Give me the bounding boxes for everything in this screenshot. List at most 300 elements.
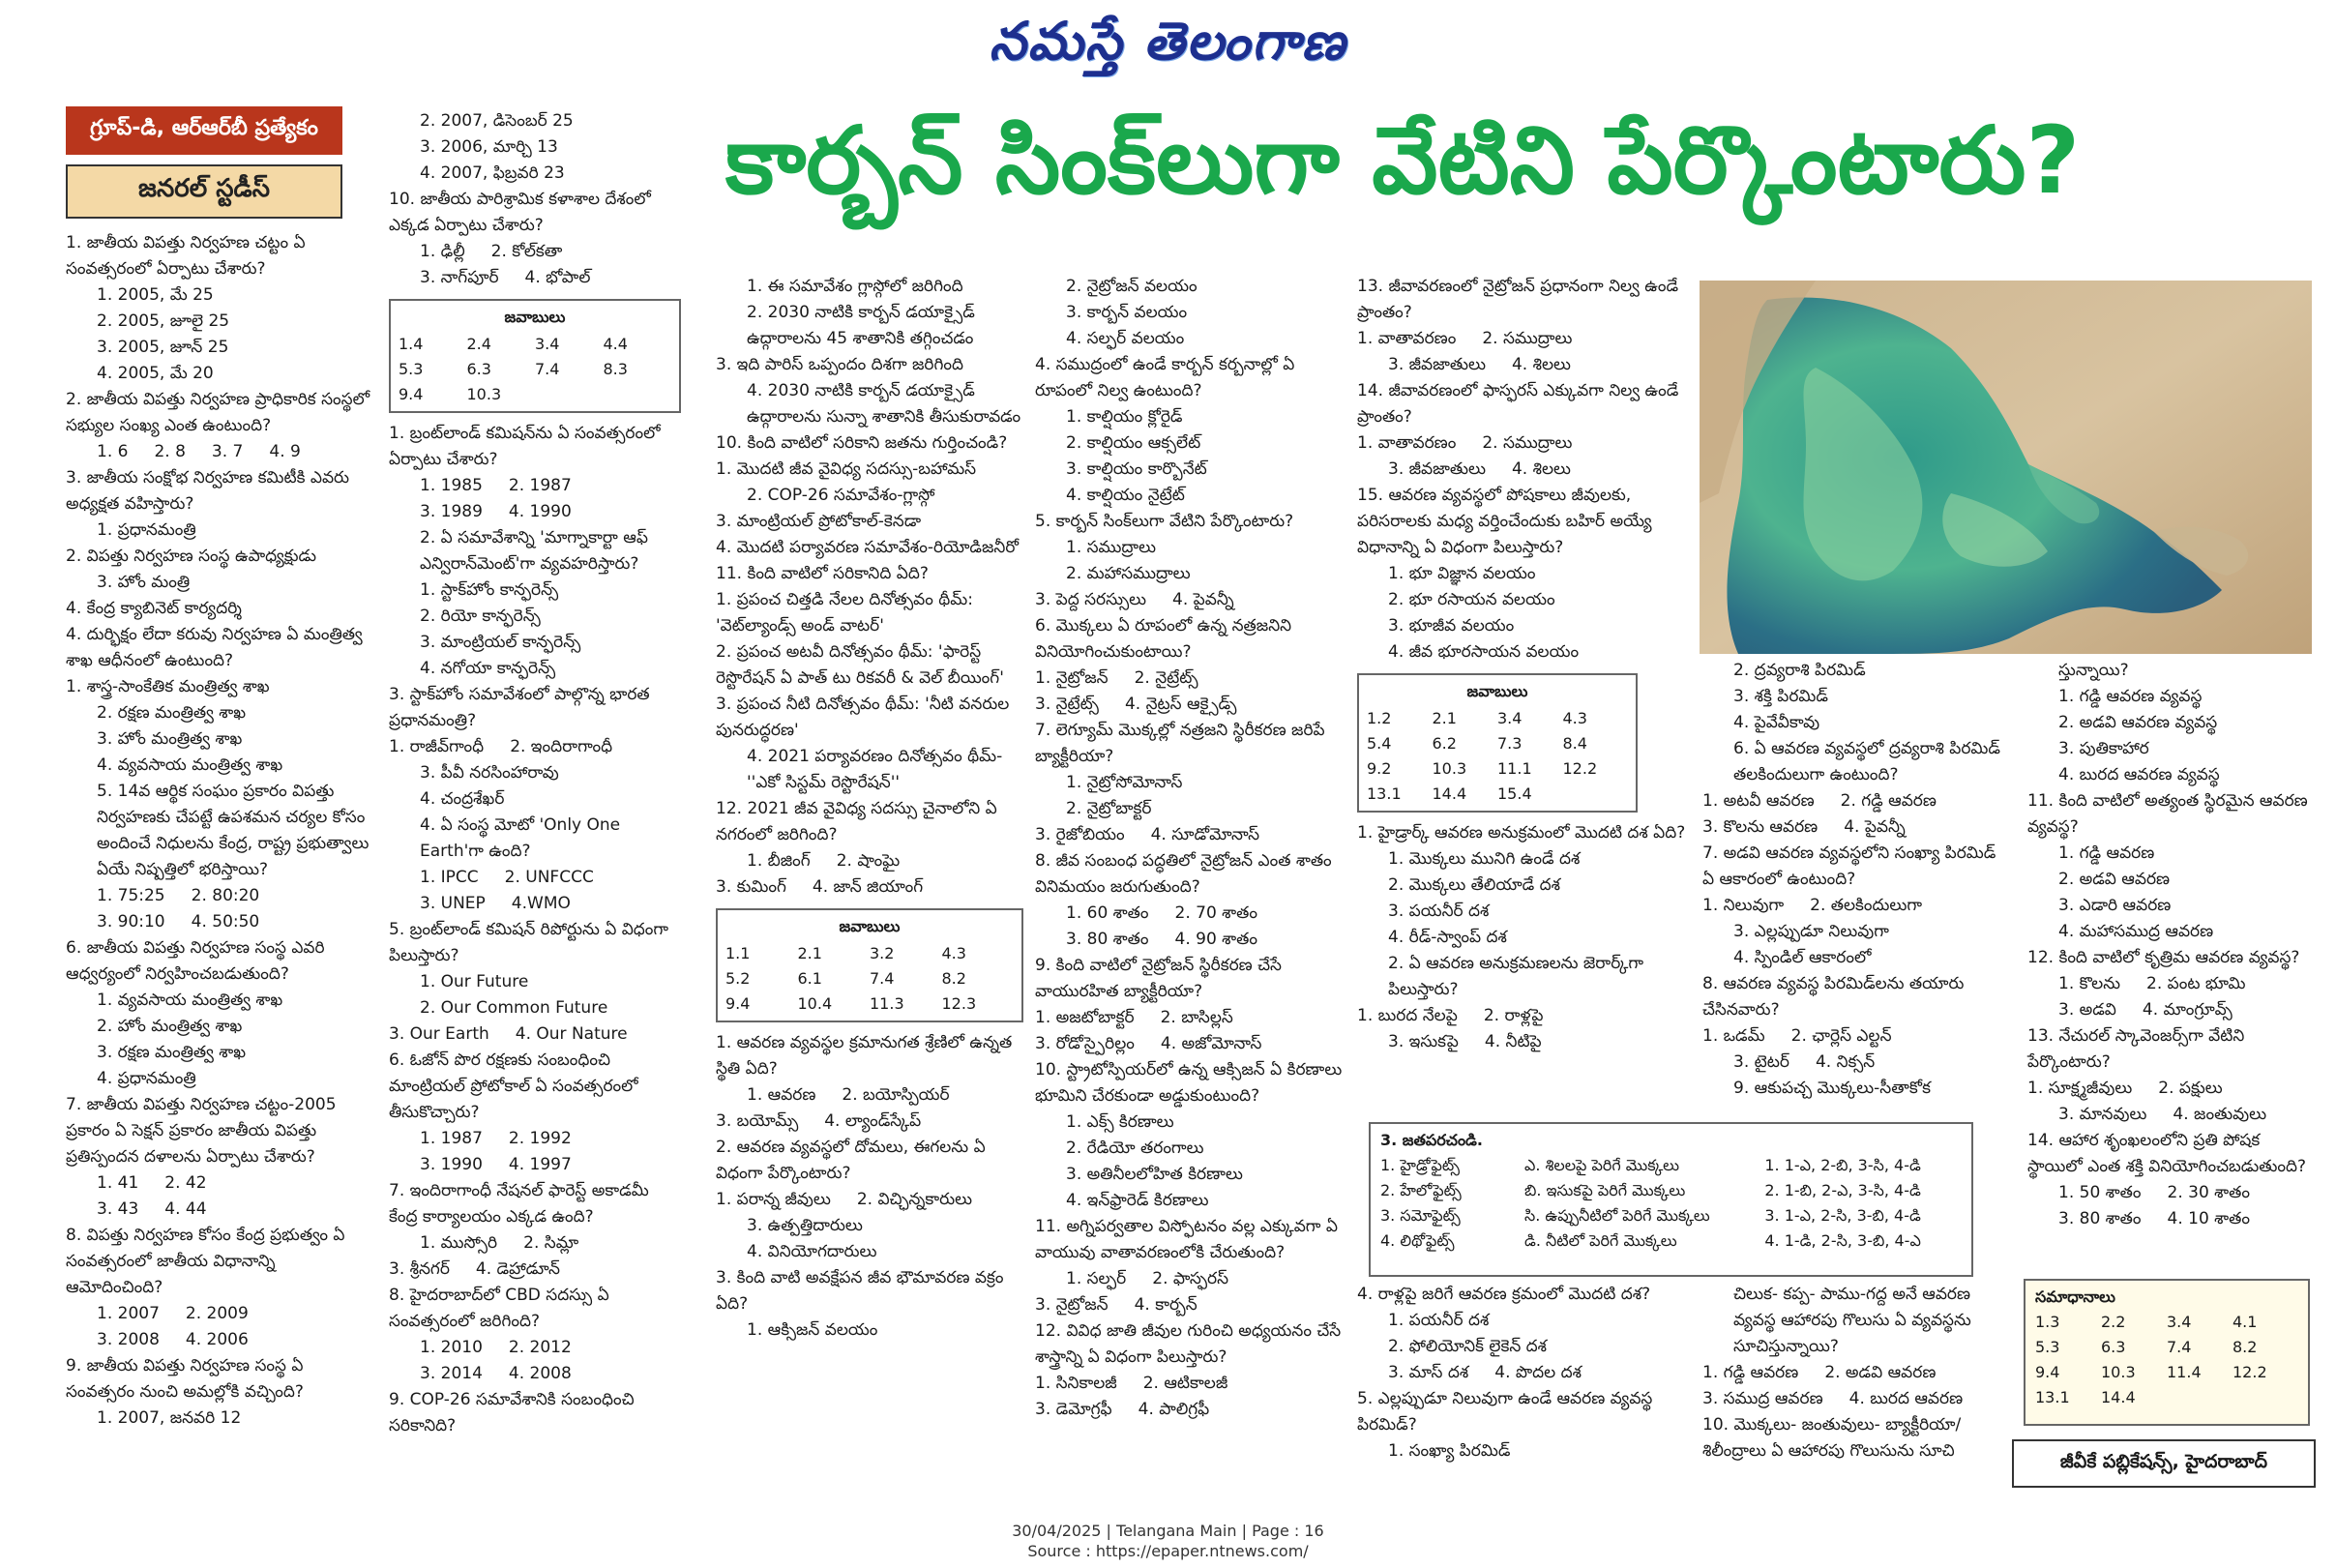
text-line: 4. వినియోగదారులు xyxy=(747,1242,877,1261)
answers-grid xyxy=(399,332,671,407)
text-line: 1. 2007 2. 2009 xyxy=(97,1304,249,1323)
text-line: 4. ఏ సంస్థ మోటో 'Only One Earth'గా ఉంది? xyxy=(420,815,626,861)
answer-cell: 12.3 xyxy=(941,994,977,1013)
text-line: 2. మొక్కలు తేలియాడే దశ xyxy=(1388,875,1561,895)
page-footer xyxy=(0,1521,2336,1561)
answers-box-2 xyxy=(716,908,1023,1022)
answer-cell: 5.3 xyxy=(2035,1338,2060,1356)
match-cell: ఎ. శిలలపై పెరిగే మొక్కలు xyxy=(1524,1156,1679,1174)
answers-title: జవాబులు xyxy=(504,308,566,326)
column-7 xyxy=(2027,658,2318,1232)
text-line: 1. రాజీవ్‌గాంధీ 2. ఇందిరాగాంధీ xyxy=(389,737,613,756)
text-line: 4. సముద్రంలో ఉండే కార్బన్ కర్బనాల్లో ఏ రూపంలో నిల్వ ఉంటుంది? xyxy=(1035,355,1300,400)
text-line: 3. స్టాక్‌హోం సమావేశంలో పాల్గొన్న భారత ప్రధానమంత్రి? xyxy=(389,685,656,730)
text-line: 1. ఆవరణ 2. బయోస్పియర్ xyxy=(747,1085,950,1105)
text-line: 1. శాస్త్ర-సాంకేతిక మంత్రిత్వ శాఖ xyxy=(66,677,270,696)
answer-cell: 9.4 xyxy=(725,994,751,1013)
text-line: 3. కార్బన్ వలయం xyxy=(1066,303,1188,322)
text-line: 1. 1987 2. 1992 xyxy=(420,1129,572,1148)
answer-cell: 9.4 xyxy=(399,385,424,403)
text-line: 2. జాతీయ విపత్తు నిర్వహణ ప్రాధికారిక సంస్థలో సభ్యుల సంఖ్య ఎంత ఉంటుంది? xyxy=(66,390,375,435)
text-line: 3. 1989 4. 1990 xyxy=(420,502,572,521)
text-line: 2. 2030 నాటికి కార్బన్ డయాక్సైడ్ ఉద్గారాలను 45 శాతానికి తగ్గించడం xyxy=(747,303,981,348)
text-line: 5. 14వ ఆర్థిక సంఘం ప్రకారం విపత్తు నిర్వహణకు చేపట్టే ఉపశమన చర్యల కోసం అందించే నిధులను కేంద్ర, రాష్ట్ర ప్రభుత్వాలు ఏయే నిష్పత్తిలో భరిస్తాయి? xyxy=(97,782,374,879)
text-line: 3. హోం మంత్రి xyxy=(97,573,191,592)
text-line: 7. అడవి ఆవరణ వ్యవస్థలోని సంఖ్యా పిరమిడ్ ఏ ఆకారంలో ఉంటుంది? xyxy=(1702,843,2001,889)
text-line: 1. 75:25 2. 80:20 xyxy=(97,886,260,905)
text-line: 1. నైట్రోజన్ 2. నైట్రేట్స్ xyxy=(1035,668,1198,688)
text-line: 3. 2006, మార్చి 13 xyxy=(420,137,558,157)
answer-row xyxy=(399,382,671,407)
text-line: 10. స్ట్రాటోస్పియర్‌లో ఉన్న ఆక్సిజన్ ఏ కిరణాలు భూమిని చేరకుండా అడ్డుకుంటుంది? xyxy=(1035,1060,1347,1106)
col3-bottom xyxy=(716,1030,1023,1344)
answer-cell: 7.4 xyxy=(535,360,560,378)
match-cell: 2. హేలోఫైట్స్ xyxy=(1380,1181,1462,1199)
text-line: 4. జీవ భూరసాయన వలయం xyxy=(1388,642,1580,662)
answer-cell xyxy=(604,382,672,407)
answer-cell: 10.3 xyxy=(466,385,502,403)
text-line: 13. నేచురల్ స్కావెంజర్స్‌గా వేటిని పేర్కొంటారు? xyxy=(2027,1026,2250,1072)
text-line: 1. 2007, జనవరి 12 xyxy=(97,1408,242,1428)
text-line: 4. రాళ్లపై జరిగే ఆవరణ క్రమంలో మొదటి దశ? xyxy=(1357,1285,1651,1304)
answer-row xyxy=(725,991,1014,1017)
text-line: 2. ద్రవ్యరాశి పిరమిడ్ xyxy=(1733,661,1866,680)
text-line: 1. భూ విజ్ఞాన వలయం xyxy=(1388,564,1536,583)
text-line: 2. రక్షణ మంత్రిత్వ శాఖ xyxy=(97,703,247,723)
text-line: 8. హైదరాబాద్‌లో CBD సదస్సు ఏ సంవత్సరంలో జరిగింది? xyxy=(389,1286,615,1331)
match-row xyxy=(1380,1153,1962,1178)
text-line: 2. నైట్రోజన్ వలయం xyxy=(1066,277,1198,296)
answers-title: జవాబులు xyxy=(1466,682,1528,700)
text-line: 2. విపత్తు నిర్వహణ సంస్థ ఉపాధ్యక్షుడు xyxy=(66,547,316,566)
col5-after-match xyxy=(1357,1282,1691,1464)
answer-cell: 3.4 xyxy=(535,335,560,353)
text-line: 4. 2030 నాటికి కార్బన్ డయాక్సైడ్ ఉద్గారాలను సున్నా శాతానికి తీసుకురావడం xyxy=(747,381,1021,427)
answer-cell: 6.3 xyxy=(466,360,491,378)
text-line: 4. ప్రధానమంత్రి xyxy=(97,1069,196,1088)
text-line: 2. COP-26 సమావేశం-గ్లాస్గో xyxy=(747,486,935,505)
text-line: 14. జీవావరణంలో ఫాస్ఫరస్ ఎక్కువగా నిల్వ ఉండే ప్రాంతం? xyxy=(1357,381,1684,427)
col6-bottom xyxy=(1702,1282,2012,1464)
answer-cell: 6.1 xyxy=(797,969,822,988)
match-rows xyxy=(1380,1153,1962,1254)
article-headline: కార్బన్ సింక్‌లుగా వేటిని పేర్కొంటారు? xyxy=(725,106,2081,215)
answer-cell: 6.2 xyxy=(1432,734,1457,753)
answer-cell: 11.3 xyxy=(870,994,904,1013)
col7-lines xyxy=(2027,658,2318,1232)
text-line: 3. బయోమ్స్ 4. ల్యాండ్‌స్కేప్ xyxy=(716,1111,922,1131)
text-line: 1. Our Future xyxy=(420,972,529,991)
match-cell: 3. 1-ఎ, 2-సి, 3-బి, 4-డి xyxy=(1764,1206,1921,1225)
text-line: 3. 2008 4. 2006 xyxy=(97,1330,249,1349)
answer-cell xyxy=(2167,1385,2233,1410)
answer-cell: 13.1 xyxy=(2035,1388,2070,1406)
text-line: 3. కొలను ఆవరణ 4. పైవన్నీ xyxy=(1702,817,1906,837)
text-line: 3. జాతీయ సంక్షోభ నిర్వహణ కమిటీకి ఎవరు అధ్యక్షత వహిస్తారు? xyxy=(66,468,355,514)
text-line: 11. కింది వాటిలో అత్యంత స్థిరమైన ఆవరణ వ్యవస్థ? xyxy=(2027,791,2314,837)
answer-cell: 2.2 xyxy=(2101,1313,2126,1331)
answer-row xyxy=(1367,731,1628,756)
text-line: 3. 2005, జూన్ 25 xyxy=(97,338,229,357)
answer-cell: 14.4 xyxy=(2101,1388,2136,1406)
match-row xyxy=(1380,1228,1962,1254)
answer-cell: 5.4 xyxy=(1367,734,1392,753)
text-line: 11. అగ్నిపర్వతాల విస్ఫోటనం వల్ల ఎక్కువగా ఏ వాయువు వాతావరణంలోకి చేరుతుంది? xyxy=(1035,1217,1344,1262)
match-title: 3. జతపరచండి. xyxy=(1380,1131,1483,1149)
answer-cell: 2.4 xyxy=(466,335,491,353)
text-line: చిలుక- కప్ప- పాము-గద్ద అనే ఆవరణ వ్యవస్థ ఆహారపు గొలుసు ఏ వ్యవస్థను సూచిస్తున్నాయి? xyxy=(1733,1285,1977,1356)
text-line: 1. నైట్రోసోమోనాస్ xyxy=(1066,773,1183,792)
text-line: 1. ఆక్సిజన్ వలయం xyxy=(747,1320,878,1340)
answer-cell: 7.3 xyxy=(1497,734,1523,753)
answer-cell: 10.3 xyxy=(1432,759,1467,778)
column-6-bottom xyxy=(1702,1282,2012,1464)
text-line: 9. కింది వాటిలో నైట్రోజన్ స్థిరీకరణ చేసే వాయురహిత బ్యాక్టీరియా? xyxy=(1035,956,1287,1001)
text-line: 1. గడ్డి ఆవరణ వ్యవస్థ xyxy=(2058,687,2203,706)
text-line: 3. జీవజాతులు 4. శిలలు xyxy=(1388,459,1571,479)
text-line: 3. జీవజాతులు 4. శిలలు xyxy=(1388,355,1571,374)
text-line: 3. టైటర్ 4. నిక్సన్ xyxy=(1733,1052,1876,1072)
answer-cell: 8.3 xyxy=(603,360,628,378)
text-line: 1. వాతావరణం 2. సముద్రాలు xyxy=(1357,329,1573,348)
text-line: 3. పుతికాహార xyxy=(2058,739,2149,758)
col3-top xyxy=(716,274,1023,901)
text-line: 3. ఎల్లప్పుడూ నిలువుగా xyxy=(1733,922,1889,941)
answer-cell: 1.4 xyxy=(399,335,424,353)
text-line: 5. ఎల్లప్పుడూ నిలువుగా ఉండే ఆవరణ వ్యవస్థ పిరమిడ్? xyxy=(1357,1389,1658,1435)
match-cell: బి. ఇసుకపై పెరిగే మొక్కలు xyxy=(1524,1181,1686,1199)
text-line: 2. అడవి ఆవరణ xyxy=(2058,870,2171,889)
text-line: 1. బురద నేలపై 2. రాళ్లపై xyxy=(1357,1006,1544,1025)
text-line: 2. ఏ సమావేశాన్ని 'మాగ్నాకార్టా ఆఫ్ ఎన్విరాన్‌మెంట్'గా వ్యవహరిస్తారు? xyxy=(420,528,654,574)
answer-cell xyxy=(1563,782,1629,807)
text-line: 1. 50 శాతం 2. 30 శాతం xyxy=(2058,1183,2251,1202)
match-cell: 1. 1-ఎ, 2-బి, 3-సి, 4-డి xyxy=(1764,1156,1921,1174)
match-row xyxy=(1380,1178,1962,1203)
text-line: 12. 2021 జీవ వైవిధ్య సదస్సు చైనాలోని ఏ నగరంలో జరిగింది? xyxy=(716,799,1003,844)
text-line: 1. మొక్కలు మునిగి ఉండే దశ xyxy=(1388,849,1581,869)
text-line: 2. 2005, జూలై 25 xyxy=(97,311,230,331)
answer-cell: 3.2 xyxy=(870,944,895,962)
text-line: 1. ప్రపంచ చిత్తడి నేలల దినోత్సవం థీమ్: 'వెట్‌ల్యాండ్స్ అండ్ వాటర్' xyxy=(716,590,979,636)
text-line: 2. మహాసముద్రాలు xyxy=(1066,564,1191,583)
answer-cell: 4.3 xyxy=(1562,709,1587,727)
text-line: 3. 1990 4. 1997 xyxy=(420,1155,572,1174)
text-line: 1. కాల్షియం క్లోరైడ్ xyxy=(1066,407,1183,427)
text-line: 1. ఢిల్లీ 2. కోల్‌కతా xyxy=(420,242,563,261)
text-line: 1. సంఖ్యా పిరమిడ్ xyxy=(1388,1441,1511,1461)
text-line: 12. వివిధ జాతి జీవుల గురించి అధ్యయనం చేసే శాస్త్రాన్ని ఏ విధంగా పిలుస్తారు? xyxy=(1035,1321,1346,1367)
text-line: 1. సూక్ష్మజీవులు 2. పక్షులు xyxy=(2027,1079,2223,1098)
text-line: 3. శ్రీనగర్ 4. డెహ్రాడూన్ xyxy=(389,1259,560,1279)
answer-cell xyxy=(2233,1385,2298,1410)
text-line: 3. ఇది పారిస్ ఒప్పందం దిశగా జరిగింది xyxy=(716,355,964,374)
answer-cell: 8.4 xyxy=(1562,734,1587,753)
satellite-sea-photo xyxy=(1700,281,2312,654)
text-line: 4. పైవేవీకావు xyxy=(1733,713,1820,732)
text-line: 8. జీవ సంబంధ పద్ధతిలో నైట్రోజన్ ఎంత శాతం వినిమయం జరుగుతుంది? xyxy=(1035,851,1338,897)
answer-cell: 10.3 xyxy=(2101,1363,2136,1381)
col4-lines xyxy=(1035,274,1347,1423)
column-3 xyxy=(716,274,1023,1344)
text-line: 1. 2010 2. 2012 xyxy=(420,1338,572,1357)
answer-cell: 10.4 xyxy=(797,994,833,1013)
answer-row xyxy=(2035,1360,2298,1385)
answer-cell: 8.2 xyxy=(941,969,966,988)
match-cell: 4. 1-డి, 2-సి, 3-బి, 4-ఎ xyxy=(1764,1231,1921,1250)
text-line: 13. జీవావరణంలో నైట్రోజన్ ప్రధానంగా నిల్వ ఉండే ప్రాంతం? xyxy=(1357,277,1684,322)
text-line: 1. ఎక్స్ కిరణాలు xyxy=(1066,1112,1174,1132)
answer-row xyxy=(1367,782,1628,807)
text-line: 2. ఫోలియోనిక్ లైకెన్ దశ xyxy=(1388,1337,1548,1356)
text-line: 1. IPCC 2. UNFCCC xyxy=(420,868,594,887)
text-line: 3. ఎడారి ఆవరణ xyxy=(2058,896,2172,915)
answer-row xyxy=(399,357,671,382)
text-line: 12. కింది వాటిలో కృత్రిమ ఆవరణ వ్యవస్థ? xyxy=(2027,948,2300,967)
text-line: 2. రియో కాన్ఫరెన్స్ xyxy=(420,606,541,626)
text-line: 3. 80 శాతం 4. 10 శాతం xyxy=(2058,1209,2251,1228)
sea-satellite-image xyxy=(1700,281,2312,654)
text-line: 1. ఒడమ్ 2. ఛార్లెస్ ఎల్టన్ xyxy=(1702,1026,1892,1046)
text-line: 3. నాగ్‌పూర్ 4. భోపాల్ xyxy=(420,268,591,287)
text-line: 4. సల్ఫర్ వలయం xyxy=(1066,329,1185,348)
answer-cell: 11.1 xyxy=(1497,759,1532,778)
text-line: స్తున్నాయి? xyxy=(2058,661,2129,680)
text-line: 3. రోడోస్పైరిల్లం 4. అజోమోనాస్ xyxy=(1035,1034,1262,1053)
text-line: 7. ఇందిరాగాంధీ నేషనల్ ఫారెస్ట్ అకాడమీ కేంద్ర కార్యాలయం ఎక్కడ ఉంది? xyxy=(389,1181,655,1227)
answer-cell: 2.1 xyxy=(797,944,822,962)
col6-top xyxy=(1702,658,2012,1102)
text-line: 10. జాతీయ పారిశ్రామిక కళాశాల దేశంలో ఎక్కడ ఏర్పాటు చేశారు? xyxy=(389,190,657,235)
text-line: 4. 2007, ఫిబ్రవరి 23 xyxy=(420,163,565,183)
text-line: 3. మాస్ దశ 4. పొదల దశ xyxy=(1388,1363,1582,1382)
text-line: 1. బ్రంట్‌లాండ్ కమిషన్‌ను ఏ సంవత్సరంలో ఏర్పాటు చేశారు? xyxy=(389,424,665,469)
answers-box-3 xyxy=(1357,673,1638,813)
text-line: 1. హైడ్రార్క్ ఆవరణ అనుక్రమంలో మొదటి దశ ఏది? xyxy=(1357,823,1686,843)
text-line: 4. ఇన్‌ఫ్రారెడ్ కిరణాలు xyxy=(1066,1191,1209,1210)
text-line: 2. ఏ ఆవరణ అనుక్రమణలను జెరార్క్‌గా పిలుస్తారు? xyxy=(1388,954,1649,999)
col5-bottom xyxy=(1357,820,1691,1055)
text-line: 3. మాంట్రియల్ ప్రోటోకాల్-కెనడా xyxy=(716,512,922,531)
footer-source-line: Source : https://epaper.ntnews.com/ xyxy=(1027,1542,1309,1560)
text-line: 3. అతినీలలోహిత కిరణాలు xyxy=(1066,1165,1243,1184)
column-6 xyxy=(1702,658,2012,1102)
text-line: 3. పెద్ద సరస్సులు 4. పైవన్నీ xyxy=(1035,590,1234,609)
answer-cell: 4.4 xyxy=(603,335,628,353)
answer-cell: 11.4 xyxy=(2167,1363,2202,1381)
subject-badge: జనరల్ స్టడీస్ xyxy=(66,164,342,219)
match-box xyxy=(1369,1122,1973,1277)
text-line: 10. మొక్కలు- జంతువులు- బ్యాక్టీరియా/ శిలీంద్రాలు ఏ ఆహారపు గొలుసును సూచి xyxy=(1702,1415,1966,1461)
text-line: 8. ఆవరణ వ్యవస్థ పిరమిడ్‌లను తయారు చేసినవారు? xyxy=(1702,974,1969,1020)
answer-row xyxy=(725,966,1014,991)
text-line: 4. చంద్రశేఖర్ xyxy=(420,789,505,809)
publisher-credit: జీవీకే పబ్లికేషన్స్, హైదరాబాద్ xyxy=(2012,1439,2316,1488)
text-line: 3. శక్తి పిరమిడ్ xyxy=(1733,687,1828,706)
text-line: 4. కేంద్ర క్యాబినెట్ కార్యదర్శి xyxy=(66,599,242,618)
text-line: 3. 80 శాతం 4. 90 శాతం xyxy=(1066,930,1258,949)
text-line: 1. ఆవరణ వ్యవస్థల క్రమానుగత శ్రేణిలో ఉన్నత స్థితి ఏది? xyxy=(716,1033,1018,1079)
text-line: 4. వ్యవసాయ మంత్రిత్వ శాఖ xyxy=(97,755,283,775)
text-line: 3. UNEP 4.WMO xyxy=(420,894,571,913)
column-5 xyxy=(1357,274,1691,1055)
match-cell: సి. ఉప్పునీటిలో పెరిగే మొక్కలు xyxy=(1524,1206,1710,1225)
text-line: 1. వ్యవసాయ మంత్రిత్వ శాఖ xyxy=(97,991,283,1010)
text-line: 1. ప్రధానమంత్రి xyxy=(97,520,196,540)
text-line: 3. ప్రపంచ నీటి దినోత్సవం థీమ్: 'నీటి వనరుల పునరుద్ధరణ' xyxy=(716,695,1015,740)
text-line: 4. దుర్భిక్షం లేదా కరువు నిర్వహణ ఏ మంత్రిత్వ శాఖ ఆధీనంలో ఉంటుంది? xyxy=(66,625,369,670)
text-line: 1. కొలను 2. పంట భూమి xyxy=(2058,974,2246,993)
text-line: 1. 41 2. 42 xyxy=(97,1173,207,1193)
text-line: 8. విపత్తు నిర్వహణ కోసం కేంద్ర ప్రభుత్వం ఏ సంవత్సరంలో జాతీయ విధానాన్ని ఆమోదించింది? xyxy=(66,1226,350,1297)
answers-box-4 xyxy=(2024,1279,2310,1426)
text-line: 3. నైట్రోజన్ 4. కార్బన్ xyxy=(1035,1295,1198,1315)
text-line: 1. మొదటి జీవ వైవిధ్య సదస్సు-బహామస్ xyxy=(716,459,977,479)
answer-cell: 4.3 xyxy=(941,944,966,962)
text-line: 9. COP-26 సమావేశానికి సంబంధించి సరికానిది? xyxy=(389,1390,640,1435)
text-line: 10. కింది వాటిలో సరికాని జతను గుర్తించండి? xyxy=(716,433,1008,453)
answer-cell: 14.4 xyxy=(1432,784,1467,803)
text-line: 3. ఇసుకపై 4. నీటిపై xyxy=(1388,1032,1542,1051)
answers-box-1 xyxy=(389,299,681,413)
text-line: 2. అడవి ఆవరణ వ్యవస్థ xyxy=(2058,713,2218,732)
text-line: 3. పీవీ నరసింహారావు xyxy=(420,763,559,783)
text-line: 2. Our Common Future xyxy=(420,998,608,1018)
text-line: 3. 90:10 4. 50:50 xyxy=(97,912,260,932)
text-line: 3. సముద్ర ఆవరణ 4. బురద ఆవరణ xyxy=(1702,1389,1964,1408)
text-line: 3. రక్షణ మంత్రిత్వ శాఖ xyxy=(97,1043,247,1062)
text-line: 1. 6 2. 8 3. 7 4. 9 xyxy=(97,442,301,461)
text-line: 5. బ్రంట్‌లాండ్ కమిషన్ రిపోర్టును ఏ విధంగా పిలుస్తారు? xyxy=(389,920,674,965)
text-line: 15. ఆవరణ వ్యవస్థలో పోషకాలు జీవులకు, పరిసరాలకు మధ్య వర్తించేందుకు బహిర్ అయ్యే విధానాన్ని ఏ విధంగా పిలుస్తారు? xyxy=(1357,486,1657,557)
text-line: 4. రీడ్-స్వాంప్ దశ xyxy=(1388,928,1507,947)
series-badge: గ్రూప్-డి, ఆర్ఆర్‌బీ ప్రత్యేకం xyxy=(66,106,342,155)
text-line: 3. కాల్షియం కార్బొనేట్ xyxy=(1066,459,1207,479)
match-row xyxy=(1380,1203,1962,1228)
text-line: 7. లెగ్యూమ్ మొక్కల్లో నత్రజని స్థిరీకరణ జరిపే బ్యాక్టీరియా? xyxy=(1035,721,1331,766)
text-line: 1. పయనీర్ దశ xyxy=(1388,1311,1490,1330)
answer-cell: 9.2 xyxy=(1367,759,1392,778)
column-2 xyxy=(389,108,681,1439)
match-cell: 3. సమోఫైట్స్ xyxy=(1380,1206,1461,1225)
text-line: 2. కాల్షియం ఆక్సలేట్ xyxy=(1066,433,1201,453)
text-line: 2. ఆవరణ వ్యవస్థలో దోమలు, ఈగలను ఏ విధంగా పేర్కొంటారు? xyxy=(716,1138,991,1183)
text-line: 2. భూ రసాయన వలయం xyxy=(1388,590,1555,609)
text-line: 1. 60 శాతం 2. 70 శాతం xyxy=(1066,903,1258,923)
text-line: 3. కుమింగ్ 4. జాన్ జియాంగ్ xyxy=(716,877,924,897)
answer-cell: 4.1 xyxy=(2233,1313,2258,1331)
text-line: 3. ఉత్పత్తిదారులు xyxy=(747,1216,863,1235)
text-line: 1. నిలువుగా 2. తలకిందులుగా xyxy=(1702,896,1923,915)
answer-cell: 5.3 xyxy=(399,360,424,378)
text-line: 1. వాతావరణం 2. సముద్రాలు xyxy=(1357,433,1573,453)
text-line: 6. జాతీయ విపత్తు నిర్వహణ సంస్థ ఎవరి ఆధ్వర్యంలో నిర్వహించబడుతుంది? xyxy=(66,938,331,984)
answer-cell: 12.2 xyxy=(2233,1363,2267,1381)
text-line: 3. నైట్రేట్స్ 4. నైట్రస్ ఆక్సైడ్స్ xyxy=(1035,695,1237,714)
text-line: 3. Our Earth 4. Our Nature xyxy=(389,1024,628,1044)
answer-row xyxy=(2035,1310,2298,1335)
text-line: 4. నగోయా కాన్ఫరెన్స్ xyxy=(420,659,556,678)
text-line: 1. బీజింగ్ 2. షాంఘై xyxy=(747,851,901,871)
text-line: 9. ఆకుపచ్చ మొక్కలు-సీతాకోక xyxy=(1733,1079,1931,1098)
text-line: 6. ఓజోన్ పొర రక్షణకు సంబంధించి మాంట్రియల్ ప్రోటోకాల్ ఏ సంవత్సరంలో తీసుకొచ్చారు? xyxy=(389,1050,644,1122)
text-line: 2. నైట్రోబాక్టర్ xyxy=(1066,799,1152,818)
text-line: 4. మహాసముద్ర ఆవరణ xyxy=(2058,922,2214,941)
column-4 xyxy=(1035,274,1347,1423)
text-line: 1. ముస్సోరి 2. సిమ్లా xyxy=(420,1233,579,1253)
text-line: 3. భూజీవ వలయం xyxy=(1388,616,1515,636)
answers-grid xyxy=(1367,706,1628,807)
answer-cell: 12.2 xyxy=(1562,759,1598,778)
answer-row xyxy=(2035,1335,2298,1360)
answer-cell: 7.4 xyxy=(870,969,895,988)
answers-title: జవాబులు xyxy=(839,917,901,935)
text-line: 1. సల్ఫర్ 2. ఫాస్ఫరస్ xyxy=(1066,1269,1228,1288)
text-line: 1. 2005, మే 25 xyxy=(97,285,214,305)
text-line: 4. స్పిండిల్ ఆకారంలో xyxy=(1733,948,1872,967)
answer-cell: 6.3 xyxy=(2101,1338,2126,1356)
match-cell: 1. హైడ్రోఫైట్స్ xyxy=(1380,1156,1460,1174)
text-line: 4. 2021 పర్యావరణం దినోత్సవం థీమ్- ''ఎకో సిస్టమ్ రెస్టొరేషన్'' xyxy=(747,747,1008,792)
answer-cell: 2.1 xyxy=(1432,709,1457,727)
col2-bottom xyxy=(389,421,681,1439)
text-line: 1. పరాన్న జీవులు 2. విచ్ఛిన్నకారులు xyxy=(716,1190,973,1209)
text-line: 1. సముద్రాలు xyxy=(1066,538,1157,557)
text-line: 3. మానవులు 4. జంతువులు xyxy=(2058,1105,2267,1124)
text-line: 2. రేడియో తరంగాలు xyxy=(1066,1139,1204,1158)
answers-grid xyxy=(2035,1310,2298,1410)
text-line: 5. కార్బన్ సింక్‌లుగా వేటిని పేర్కొంటారు? xyxy=(1035,512,1294,531)
text-line: 3. పయనీర్ దశ xyxy=(1388,902,1490,921)
text-line: 1. స్టాక్‌హోం కాన్ఫరెన్స్ xyxy=(420,580,559,600)
col2-top xyxy=(389,108,681,291)
text-line: 1. జాతీయ విపత్తు నిర్వహణ చట్టం ఏ సంవత్సరంలో ఏర్పాటు చేశారు? xyxy=(66,233,311,279)
match-cell: 2. 1-బి, 2-ఎ, 3-సి, 4-డి xyxy=(1764,1181,1921,1199)
text-line: 4. 2005, మే 20 xyxy=(97,364,214,383)
answer-row xyxy=(725,941,1014,966)
column-5-continued xyxy=(1357,1282,1691,1464)
match-cell: డి. నీటిలో పెరిగే మొక్కలు xyxy=(1524,1231,1677,1250)
answers-grid xyxy=(725,941,1014,1017)
answer-cell: 3.4 xyxy=(2167,1313,2192,1331)
col5-top xyxy=(1357,274,1691,666)
footer-date-line: 30/04/2025 | Telangana Main | Page : 16 xyxy=(1012,1522,1324,1540)
text-line: 4. బురద ఆవరణ వ్యవస్థ xyxy=(2058,765,2220,784)
answer-cell: 5.2 xyxy=(725,969,751,988)
answer-cell: 1.2 xyxy=(1367,709,1392,727)
answer-cell: 8.2 xyxy=(2233,1338,2258,1356)
column-1 xyxy=(66,230,373,1432)
text-line: 3. హోం మంత్రిత్వ శాఖ xyxy=(97,729,243,749)
text-line: 3. అడవి 4. మాంగ్రూవ్స్ xyxy=(2058,1000,2233,1020)
answers-title: సమాధానాలు xyxy=(2035,1287,2115,1306)
text-line: 3. మాంట్రియల్ కాన్ఫరెన్స్ xyxy=(420,633,581,652)
text-line: 1. అజటోబాక్టర్ 2. బాసిల్లస్ xyxy=(1035,1008,1233,1027)
text-line: 9. జాతీయ విపత్తు నిర్వహణ సంస్థ ఏ సంవత్సరం నుంచి అమల్లోకి వచ్చింది? xyxy=(66,1356,309,1402)
answer-cell: 9.4 xyxy=(2035,1363,2060,1381)
text-line: 2. 2007, డిసెంబర్ 25 xyxy=(420,111,574,131)
text-line: 3. కింది వాటి అవక్షేపన జీవ భౌమావరణ వక్రం ఏది? xyxy=(716,1268,1009,1314)
text-line: 2. ప్రపంచ అటవీ దినోత్సవం థీమ్: 'ఫారెస్ట్ రెస్టొరేషన్ ఏ పాత్ టు రికవరీ & వెల్ బీయింగ్' xyxy=(716,642,1004,688)
answer-row xyxy=(1367,756,1628,782)
text-line: 1. 1985 2. 1987 xyxy=(420,476,572,495)
answer-cell: 13.1 xyxy=(1367,784,1402,803)
text-line: 3. 43 4. 44 xyxy=(97,1199,207,1219)
answer-cell xyxy=(535,382,604,407)
answer-cell: 3.4 xyxy=(1497,709,1523,727)
text-line: 1. గడ్డి ఆవరణ xyxy=(2058,843,2155,863)
answer-row xyxy=(2035,1385,2298,1410)
